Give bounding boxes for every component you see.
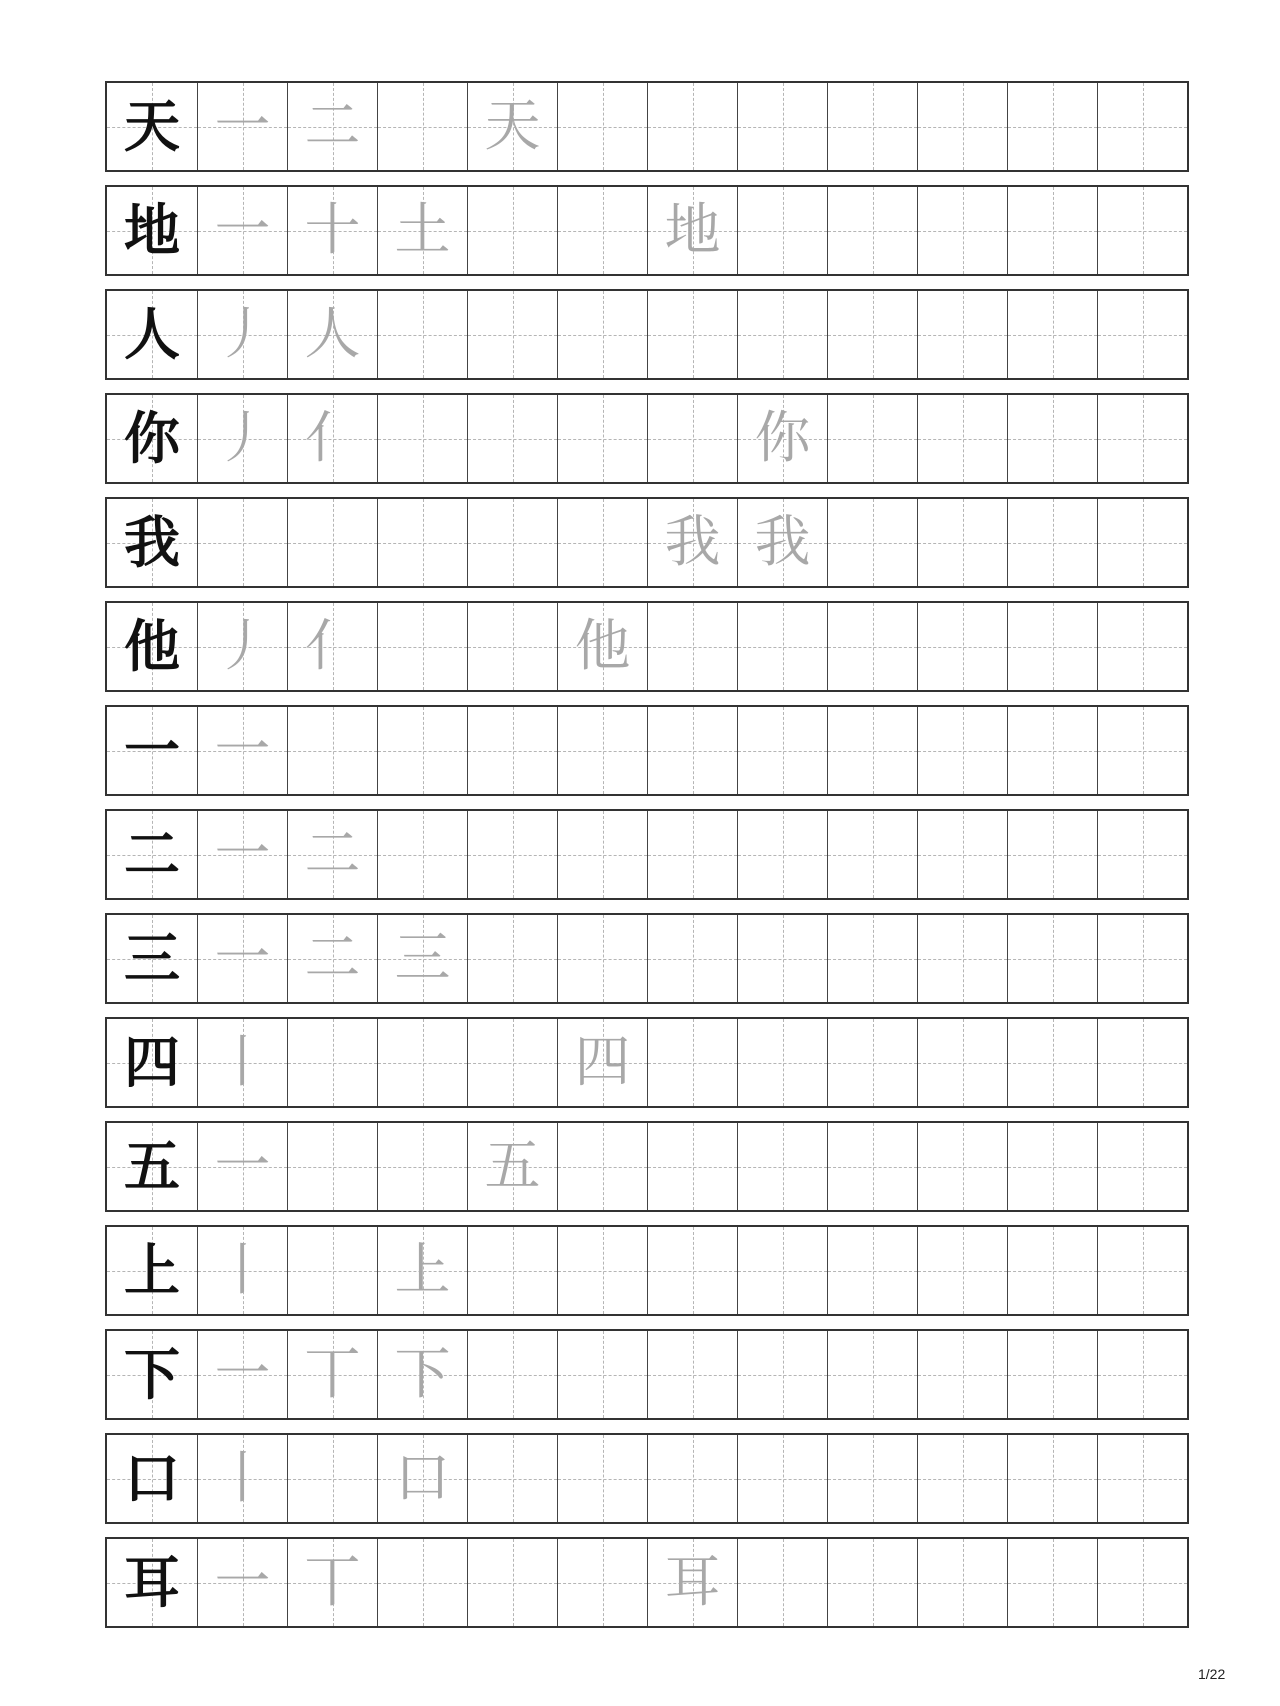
model-character: 五 (124, 1133, 180, 1200)
model-character-cell (107, 1539, 197, 1626)
model-character-cell (107, 1123, 197, 1210)
practice-row (105, 1537, 1189, 1628)
tracing-cell (1097, 83, 1187, 170)
tracing-cell (557, 1435, 647, 1522)
tracing-cell (377, 291, 467, 378)
tracing-cell (827, 1331, 917, 1418)
tracing-cell (467, 1435, 557, 1522)
tracing-cell (647, 83, 737, 170)
tracing-cell (1097, 811, 1187, 898)
tracing-cell (197, 187, 287, 274)
tracing-cell (647, 811, 737, 898)
tracing-cell (287, 291, 377, 378)
tracing-cell (377, 1331, 467, 1418)
model-character: 一 (124, 717, 180, 784)
model-character: 口 (124, 1445, 180, 1512)
tracing-cell (287, 395, 377, 482)
tracing-cell (557, 187, 647, 274)
tracing-cell (197, 1019, 287, 1106)
model-character: 三 (124, 925, 180, 992)
tracing-cell (377, 811, 467, 898)
tracing-cell (1007, 1123, 1097, 1210)
stroke-step: 十 (304, 197, 361, 263)
tracing-cell (647, 291, 737, 378)
tracing-cell (467, 187, 557, 274)
tracing-cell (1007, 1435, 1097, 1522)
tracing-cell (917, 1539, 1007, 1626)
tracing-cell (377, 83, 467, 170)
stroke-step: 我 (664, 509, 721, 575)
tracing-cell (917, 603, 1007, 690)
model-character: 你 (124, 405, 180, 472)
practice-row (105, 393, 1189, 484)
model-character: 上 (124, 1237, 180, 1304)
tracing-cell (1097, 707, 1187, 794)
tracing-cell (197, 395, 287, 482)
tracing-cell (377, 187, 467, 274)
stroke-step: 上 (394, 1237, 451, 1303)
tracing-cell (557, 603, 647, 690)
stroke-step: 人 (304, 301, 361, 367)
stroke-step: 一 (214, 93, 271, 159)
practice-row (105, 497, 1189, 588)
model-character-cell (107, 1435, 197, 1522)
tracing-cell (1097, 187, 1187, 274)
tracing-cell (557, 811, 647, 898)
tracing-cell (1097, 1019, 1187, 1106)
tracing-cell (377, 915, 467, 1002)
tracing-cell (1097, 1227, 1187, 1314)
tracing-cell (1097, 1123, 1187, 1210)
stroke-step: 下 (394, 1341, 451, 1407)
tracing-cell (917, 1019, 1007, 1106)
tracing-cell (197, 707, 287, 794)
practice-row (105, 1121, 1189, 1212)
tracing-cell (1097, 499, 1187, 586)
stroke-step: 一 (214, 717, 271, 783)
tracing-cell (647, 707, 737, 794)
tracing-cell (197, 1331, 287, 1418)
tracing-cell (557, 1539, 647, 1626)
tracing-cell (197, 915, 287, 1002)
tracing-cell (1007, 83, 1097, 170)
tracing-cell (1007, 811, 1097, 898)
tracing-cell (467, 1539, 557, 1626)
tracing-cell (1097, 915, 1187, 1002)
tracing-cell (467, 603, 557, 690)
stroke-step: 丿 (214, 613, 271, 679)
practice-row (105, 913, 1189, 1004)
tracing-cell (377, 1019, 467, 1106)
tracing-cell (467, 915, 557, 1002)
tracing-cell (647, 1227, 737, 1314)
tracing-cell (197, 811, 287, 898)
tracing-cell (557, 1331, 647, 1418)
stroke-step: 我 (754, 509, 811, 575)
tracing-cell (1097, 395, 1187, 482)
tracing-cell (287, 603, 377, 690)
tracing-cell (737, 707, 827, 794)
tracing-cell (647, 1123, 737, 1210)
tracing-cell (557, 83, 647, 170)
stroke-step: 你 (754, 405, 811, 471)
practice-row (105, 289, 1189, 380)
stroke-step: 二 (304, 925, 361, 991)
stroke-step: 丿 (214, 405, 271, 471)
tracing-cell (737, 1539, 827, 1626)
tracing-cell (557, 707, 647, 794)
tracing-cell (377, 499, 467, 586)
page-number: 1/22 (1198, 1666, 1226, 1682)
tracing-cell (827, 499, 917, 586)
model-character: 下 (124, 1341, 180, 1408)
tracing-cell (737, 811, 827, 898)
tracing-cell (287, 811, 377, 898)
stroke-step: 五 (484, 1133, 541, 1199)
stroke-step: 一 (214, 1341, 271, 1407)
tracing-cell (1097, 1539, 1187, 1626)
model-character: 耳 (124, 1549, 180, 1616)
tracing-cell (377, 1123, 467, 1210)
model-character-cell (107, 187, 197, 274)
tracing-cell (827, 915, 917, 1002)
model-character: 二 (124, 821, 180, 888)
tracing-cell (827, 603, 917, 690)
model-character: 四 (124, 1029, 180, 1096)
tracing-cell (467, 291, 557, 378)
stroke-step: 他 (574, 613, 631, 679)
model-character-cell (107, 395, 197, 482)
tracing-cell (197, 1539, 287, 1626)
tracing-cell (917, 707, 1007, 794)
practice-row (105, 601, 1189, 692)
model-character-cell (107, 811, 197, 898)
tracing-cell (917, 291, 1007, 378)
tracing-cell (467, 1227, 557, 1314)
model-character: 地 (124, 197, 180, 264)
practice-row (105, 81, 1189, 172)
tracing-cell (557, 1227, 647, 1314)
tracing-cell (737, 499, 827, 586)
tracing-cell (287, 1019, 377, 1106)
tracing-cell (737, 395, 827, 482)
tracing-cell (1007, 1019, 1097, 1106)
tracing-cell (287, 707, 377, 794)
practice-row (105, 1433, 1189, 1524)
tracing-cell (467, 811, 557, 898)
stroke-step: 丅 (304, 1341, 361, 1407)
tracing-cell (737, 1435, 827, 1522)
tracing-cell (467, 707, 557, 794)
tracing-cell (197, 603, 287, 690)
tracing-cell (1097, 291, 1187, 378)
tracing-cell (557, 1123, 647, 1210)
tracing-cell (1007, 707, 1097, 794)
tracing-cell (827, 395, 917, 482)
stroke-step: 一 (214, 821, 271, 887)
tracing-cell (1007, 915, 1097, 1002)
tracing-cell (377, 1435, 467, 1522)
tracing-cell (287, 1539, 377, 1626)
tracing-cell (917, 499, 1007, 586)
tracing-cell (467, 499, 557, 586)
practice-row (105, 705, 1189, 796)
stroke-step: 一 (214, 1133, 271, 1199)
model-character-cell (107, 915, 197, 1002)
tracing-cell (917, 187, 1007, 274)
tracing-cell (287, 915, 377, 1002)
tracing-cell (197, 291, 287, 378)
stroke-step: 一 (214, 925, 271, 991)
tracing-cell (287, 1123, 377, 1210)
model-character: 天 (124, 93, 180, 160)
practice-row (105, 809, 1189, 900)
tracing-cell (467, 395, 557, 482)
model-character-cell (107, 83, 197, 170)
tracing-cell (197, 83, 287, 170)
model-character-cell (107, 1227, 197, 1314)
tracing-cell (917, 1227, 1007, 1314)
tracing-cell (287, 83, 377, 170)
tracing-cell (377, 1227, 467, 1314)
tracing-cell (287, 1227, 377, 1314)
tracing-cell (737, 1331, 827, 1418)
stroke-step: 一 (214, 197, 271, 263)
tracing-cell (827, 83, 917, 170)
tracing-cell (287, 499, 377, 586)
tracing-cell (827, 1227, 917, 1314)
tracing-cell (557, 395, 647, 482)
stroke-step: 一 (214, 1549, 271, 1615)
stroke-step: 天 (484, 93, 541, 159)
tracing-cell (647, 1331, 737, 1418)
stroke-step: 耳 (664, 1549, 721, 1615)
practice-row (105, 185, 1189, 276)
practice-grid (105, 81, 1189, 1641)
tracing-cell (1097, 1435, 1187, 1522)
tracing-cell (827, 187, 917, 274)
model-character-cell (107, 499, 197, 586)
stroke-step: 四 (574, 1029, 631, 1095)
tracing-cell (1007, 1227, 1097, 1314)
tracing-cell (827, 1019, 917, 1106)
model-character-cell (107, 1331, 197, 1418)
tracing-cell (737, 603, 827, 690)
stroke-step: 土 (394, 197, 451, 263)
tracing-cell (1007, 187, 1097, 274)
tracing-cell (737, 1227, 827, 1314)
stroke-step: 三 (394, 925, 451, 991)
tracing-cell (737, 915, 827, 1002)
stroke-step: 丨 (214, 1445, 271, 1511)
tracing-cell (1007, 1331, 1097, 1418)
tracing-cell (467, 1123, 557, 1210)
tracing-cell (1097, 603, 1187, 690)
tracing-cell (1007, 603, 1097, 690)
tracing-cell (917, 395, 1007, 482)
tracing-cell (827, 1123, 917, 1210)
stroke-step: 丿 (214, 301, 271, 367)
tracing-cell (647, 603, 737, 690)
tracing-cell (737, 83, 827, 170)
tracing-cell (467, 83, 557, 170)
stroke-step: 亻 (304, 405, 361, 471)
stroke-step: 丨 (214, 1237, 271, 1303)
tracing-cell (287, 187, 377, 274)
tracing-cell (287, 1331, 377, 1418)
model-character: 人 (124, 301, 180, 368)
tracing-cell (1007, 291, 1097, 378)
tracing-cell (827, 291, 917, 378)
tracing-cell (1097, 1331, 1187, 1418)
stroke-step: 二 (304, 821, 361, 887)
stroke-step: 二 (304, 93, 361, 159)
tracing-cell (827, 1539, 917, 1626)
tracing-cell (467, 1019, 557, 1106)
stroke-step: 丨 (214, 1029, 271, 1095)
practice-row (105, 1329, 1189, 1420)
tracing-cell (197, 499, 287, 586)
tracing-cell (1007, 395, 1097, 482)
practice-row (105, 1225, 1189, 1316)
tracing-cell (647, 395, 737, 482)
tracing-cell (287, 1435, 377, 1522)
tracing-cell (377, 603, 467, 690)
tracing-cell (1007, 499, 1097, 586)
tracing-cell (197, 1435, 287, 1522)
model-character-cell (107, 603, 197, 690)
tracing-cell (377, 395, 467, 482)
tracing-cell (917, 915, 1007, 1002)
tracing-cell (1007, 1539, 1097, 1626)
model-character: 他 (124, 613, 180, 680)
tracing-cell (917, 83, 1007, 170)
tracing-cell (737, 1123, 827, 1210)
tracing-cell (737, 291, 827, 378)
model-character: 我 (124, 509, 180, 576)
tracing-cell (647, 499, 737, 586)
tracing-cell (557, 915, 647, 1002)
stroke-step: 地 (664, 197, 721, 263)
stroke-step: 亻 (304, 613, 361, 679)
tracing-cell (647, 1019, 737, 1106)
tracing-cell (467, 1331, 557, 1418)
stroke-step: 口 (394, 1445, 451, 1511)
tracing-cell (557, 1019, 647, 1106)
tracing-cell (647, 1435, 737, 1522)
tracing-cell (647, 1539, 737, 1626)
practice-row (105, 1017, 1189, 1108)
tracing-cell (647, 187, 737, 274)
tracing-cell (917, 1331, 1007, 1418)
tracing-cell (737, 187, 827, 274)
tracing-cell (917, 1123, 1007, 1210)
model-character-cell (107, 291, 197, 378)
tracing-cell (197, 1227, 287, 1314)
tracing-cell (197, 1123, 287, 1210)
tracing-cell (557, 291, 647, 378)
tracing-cell (377, 1539, 467, 1626)
tracing-cell (917, 811, 1007, 898)
tracing-cell (647, 915, 737, 1002)
tracing-cell (827, 707, 917, 794)
model-character-cell (107, 707, 197, 794)
tracing-cell (737, 1019, 827, 1106)
tracing-cell (827, 811, 917, 898)
tracing-cell (377, 707, 467, 794)
stroke-step: 丅 (304, 1549, 361, 1615)
tracing-cell (557, 499, 647, 586)
model-character-cell (107, 1019, 197, 1106)
tracing-cell (827, 1435, 917, 1522)
tracing-cell (917, 1435, 1007, 1522)
